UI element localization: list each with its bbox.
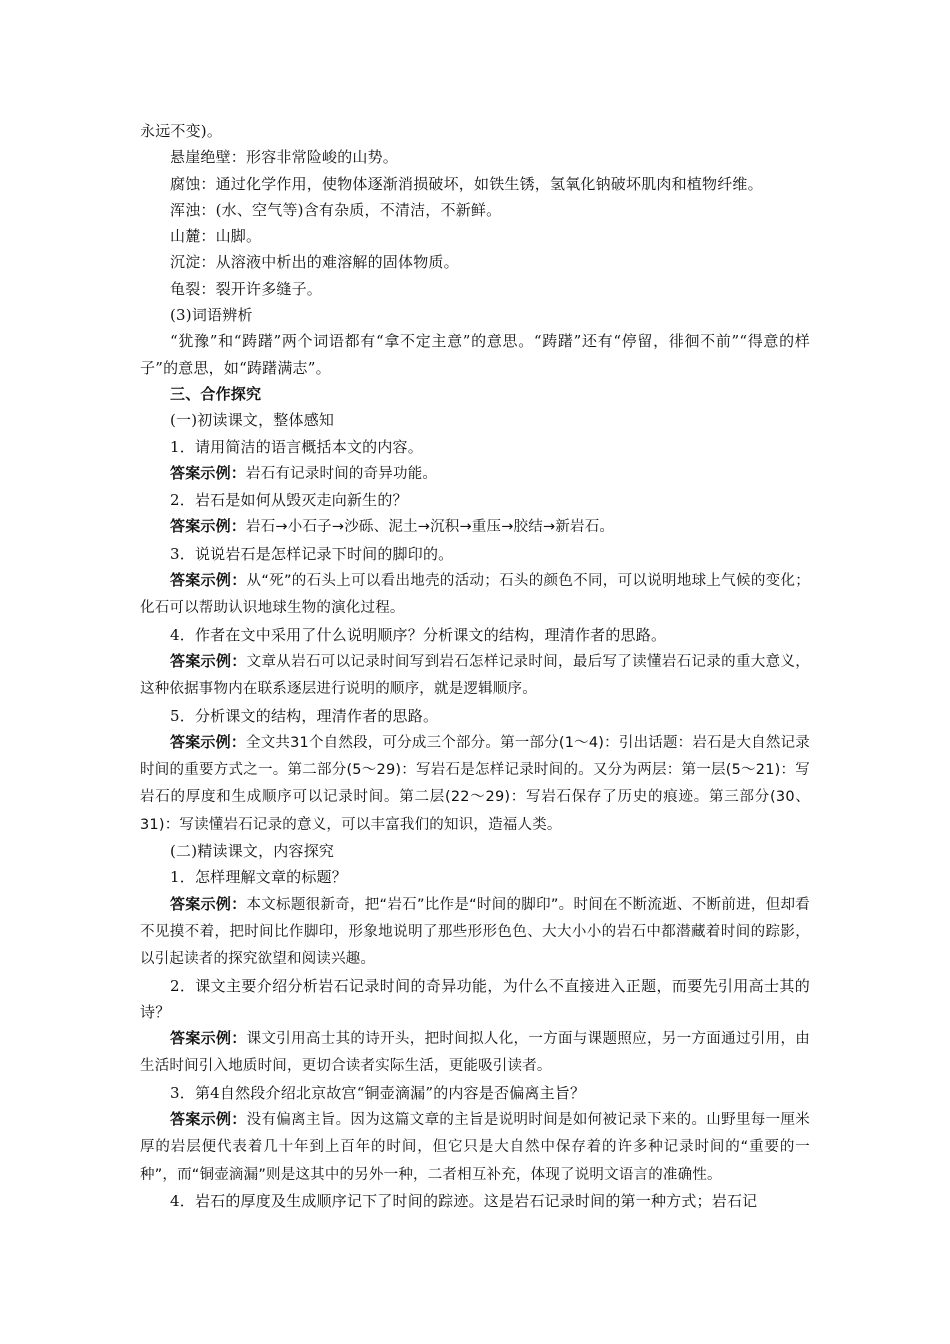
section-heading: 三、合作探究	[170, 384, 262, 403]
answer-text: 岩石→小石子→沙砾、泥土→沉积→重压→胶结→新岩石。	[246, 519, 615, 536]
answer-text: 课文引用高士其的诗开头，把时间拟人化，一方面与课题照应，另一方面通过引用，由生活时间引入地质时间，更切合读者实际生活，更能吸引读者。	[140, 1031, 810, 1075]
answer-text: 文章从岩石可以记录时间写到岩石怎样记录时间，最后写了读懂岩石记录的重大意义，这种依据事物内在联系逐层进行说明的顺序，就是逻辑顺序。	[140, 653, 810, 698]
question: 3．说说岩石是怎样记录下时间的脚印的。	[170, 544, 454, 563]
answer-label: 答案示例：	[170, 732, 247, 751]
answer-label: 答案示例：	[170, 517, 247, 536]
answer-paragraph	[140, 460, 810, 487]
answer-paragraph	[140, 891, 810, 973]
question: 5．分析课文的结构，理清作者的思路。	[170, 706, 439, 725]
answer-paragraph	[140, 729, 810, 838]
answer-paragraph	[140, 513, 810, 540]
subsection-heading: (一)初读课文，整体感知	[170, 411, 335, 430]
answer-text: 全文共31个自然段，可分成三个部分。第一部分(1～4)：引出话题：岩石是大自然记录时间的重要方式之一。第二部分(5～29)：写岩石是怎样记录时间的。又分为两层：第一层(5～21)：写岩石的厚度和生成顺序可以记录时间。第二层(22～29)：写岩石保存了历史的痕迹。第三部分(30、31)：写读懂岩石记录的意义，可以丰富我们的知识，造福人类。	[140, 734, 810, 833]
subsection-heading: (二)精读课文，内容探究	[170, 842, 335, 861]
question: 2．课文主要介绍分析岩石记录时间的奇异功能，为什么不直接进入正题，而要先引用高士其的诗？	[140, 976, 810, 1021]
answer-label: 答案示例：	[170, 571, 247, 590]
answer-paragraph	[140, 648, 810, 703]
vocab-definition: 山麓：山脚。	[170, 227, 262, 246]
vocab-definition: 浑浊：(水、空气等)含有杂质，不清洁，不新鲜。	[170, 200, 502, 219]
vocab-definition: 沉淀：从溶液中析出的难溶解的固体物质。	[170, 253, 459, 272]
vocab-definition: 龟裂：裂开许多缝子。	[170, 279, 323, 298]
text-line: 永远不变)。	[140, 122, 223, 140]
question: 1．请用简洁的语言概括本文的内容。	[170, 437, 423, 456]
question: 4．岩石的厚度及生成顺序记下了时间的踪迹。这是岩石记录时间的第一种方式；岩石记	[170, 1191, 758, 1210]
answer-paragraph	[140, 1025, 810, 1080]
subsection-heading: (3)词语辨析	[170, 306, 253, 325]
question: 2．岩石是如何从毁灭走向新生的？	[170, 491, 408, 510]
vocab-definition: 腐蚀：通过化学作用，使物体逐渐消损破坏，如铁生锈，氢氧化钠破坏肌肉和植物纤维。	[170, 174, 763, 193]
answer-label: 答案示例：	[170, 1109, 247, 1128]
answer-text: 没有偏离主旨。因为这篇文章的主旨是说明时间是如何被记录下来的。山野里每一厘米厚的岩层便代表着几十年到上百年的时间，但它只是大自然中保存着的许多种记录时间的“重要的一种”，而“铜壶滴漏”则是这其中的另外一种，二者相互补充，体现了说明文语言的准确性。	[140, 1111, 810, 1183]
answer-paragraph	[140, 567, 810, 622]
answer-label: 答案示例：	[170, 1029, 247, 1048]
vocab-definition: 悬崖绝壁：形容非常险峻的山势。	[170, 148, 399, 167]
answer-text: 岩石有记录时间的奇异功能。	[246, 465, 438, 482]
question: 1．怎样理解文章的标题？	[170, 868, 347, 887]
question: 3．第4自然段介绍北京故宫“铜壶滴漏”的内容是否偏离主旨？	[170, 1083, 586, 1102]
question: 4．作者在文中采用了什么说明顺序？分析课文的结构，理清作者的思路。	[170, 625, 667, 644]
answer-paragraph	[140, 1106, 810, 1188]
answer-text: 本文标题很新奇，把“岩石”比作是“时间的脚印”。时间在不断流逝、不断前进，但却看不见摸不着，把时间比作脚印，形象地说明了那些形形色色、大大小小的岩石中都潜藏着时间的踪影，以引起读者的探究欲望和阅读兴趣。	[140, 896, 810, 968]
answer-label: 答案示例：	[170, 463, 247, 482]
answer-label: 答案示例：	[170, 651, 247, 670]
answer-text: 从“死”的石头上可以看出地壳的活动；石头的颜色不同，可以说明地球上气候的变化；化石可以帮助认识地球生物的演化过程。	[140, 573, 810, 617]
answer-label: 答案示例：	[170, 894, 247, 913]
word-analysis-paragraph: “犹豫”和“踌躇”两个词语都有“拿不定主意”的意思。“踌躇”还有“停留，徘徊不前”“得意的样子”的意思，如“踌躇满志”。	[140, 332, 810, 377]
